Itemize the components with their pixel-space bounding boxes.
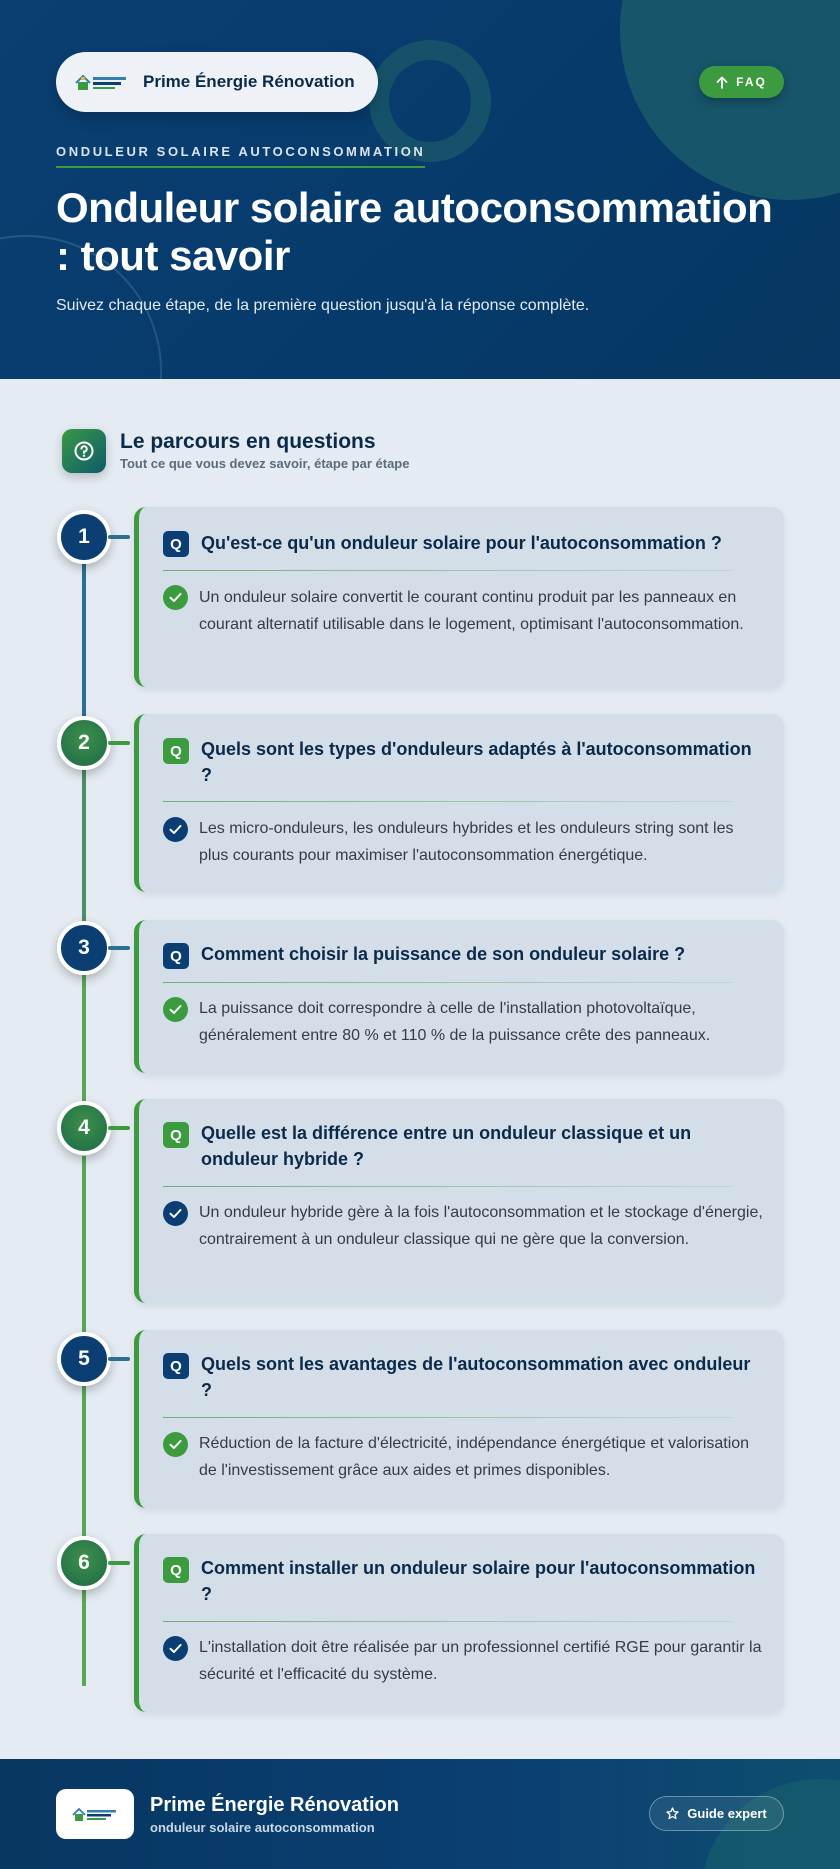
faq-question: Quelle est la différence entre un onduleur classique et un onduleur hybride ? — [201, 1123, 692, 1169]
question-circle-icon — [62, 429, 106, 473]
faq-card-2[interactable] — [134, 714, 784, 892]
hero-header — [0, 0, 840, 379]
faq-answer: Un onduleur solaire convertit le courant continu produit par les panneaux en courant alternatif utilisable dans le logement, optimisant l'autoconsommation. — [199, 589, 744, 633]
question-badge: Q — [163, 1353, 189, 1379]
step-number-4: 4 — [57, 1101, 111, 1155]
faq-answer: Un onduleur hybride gère à la fois l'autoconsommation et le stockage d'énergie, contrairement à un onduleur classique qui ne gère que la conversion. — [199, 1204, 763, 1248]
faq-button[interactable] — [699, 66, 784, 98]
timeline-connector — [108, 1357, 130, 1361]
section-title: Le parcours en questions — [120, 430, 376, 453]
section-subtitle: Tout ce que vous devez savoir, étape par étape — [120, 456, 410, 471]
step-number-5: 5 — [57, 1332, 111, 1386]
faq-button-label: FAQ — [736, 75, 767, 89]
faq-question: Quels sont les types d'onduleurs adaptés à l'autoconsommation ? — [201, 739, 752, 785]
step-number-3: 3 — [57, 921, 111, 975]
faq-answer: Réduction de la facture d'électricité, indépendance énergétique et valorisation de l'investissement grâce aux aides et primes disponibles. — [199, 1435, 750, 1479]
faq-answer: La puissance doit correspondre à celle de l'installation photovoltaïque, généralement entre 80 % et 110 % de la puissance crête des panneaux. — [199, 1000, 711, 1044]
divider — [163, 982, 733, 983]
divider — [163, 1621, 733, 1622]
footer-logo-icon[interactable] — [56, 1789, 134, 1839]
timeline-connector — [108, 1561, 130, 1565]
timeline-line — [82, 1156, 86, 1332]
arrow-up-icon — [716, 76, 728, 89]
step-number-2: 2 — [57, 716, 111, 770]
divider — [163, 1417, 733, 1418]
footer — [0, 1759, 840, 1869]
step-number-6: 6 — [57, 1536, 111, 1590]
timeline-connector — [108, 946, 130, 950]
divider — [163, 801, 733, 802]
page-title: Onduleur solaire autoconsommation : tout savoir — [56, 184, 773, 279]
faq-question: Comment installer un onduleur solaire pour l'autoconsommation ? — [201, 1558, 756, 1604]
checkmark-icon — [163, 1432, 188, 1457]
timeline-connector — [108, 1126, 130, 1130]
faq-answer: L'installation doit être réalisée par un professionnel certifié RGE pour garantir la sécurité et l'efficacité du système. — [199, 1639, 762, 1683]
divider — [163, 1186, 733, 1187]
checkmark-icon — [163, 817, 188, 842]
checkmark-icon — [163, 585, 188, 610]
faq-card-1[interactable] — [134, 507, 784, 687]
guide-expert-label: Guide expert — [687, 1806, 767, 1821]
question-badge: Q — [163, 1122, 189, 1148]
star-icon — [666, 1807, 679, 1820]
faq-card-3[interactable] — [134, 920, 784, 1073]
timeline-line — [82, 770, 86, 924]
question-badge: Q — [163, 531, 189, 557]
question-badge: Q — [163, 1557, 189, 1583]
eyebrow-label: ONDULEUR SOLAIRE AUTOCONSOMMATION — [56, 144, 425, 168]
house-logo-icon — [74, 67, 128, 97]
timeline-connector — [108, 741, 130, 745]
page-subtitle: Suivez chaque étape, de la première question jusqu'à la réponse complète. — [56, 297, 590, 314]
step-number-1: 1 — [57, 510, 111, 564]
divider — [163, 570, 733, 571]
faq-card-4[interactable] — [134, 1099, 784, 1303]
faq-question: Qu'est-ce qu'un onduleur solaire pour l'autoconsommation ? — [201, 533, 722, 553]
timeline-line — [82, 1590, 86, 1686]
faq-answer: Les micro-onduleurs, les onduleurs hybrides et les onduleurs string sont les plus courants pour maximiser l'autoconsommation énergétique. — [199, 820, 734, 864]
brand-name: Prime Énergie Rénovation — [143, 72, 355, 91]
timeline-connector — [108, 535, 130, 539]
question-badge: Q — [163, 738, 189, 764]
faq-question: Quels sont les avantages de l'autoconsommation avec onduleur ? — [201, 1354, 751, 1400]
timeline-line — [82, 563, 86, 717]
brand-logo-pill[interactable] — [56, 52, 378, 112]
faq-card-5[interactable] — [134, 1330, 784, 1508]
timeline-line — [82, 1386, 86, 1540]
footer-subtitle: onduleur solaire autoconsommation — [150, 1820, 375, 1835]
faq-question: Comment choisir la puissance de son onduleur solaire ? — [201, 944, 686, 964]
guide-expert-button[interactable] — [649, 1796, 784, 1831]
question-badge: Q — [163, 943, 189, 969]
footer-brand-name: Prime Énergie Rénovation — [150, 1794, 399, 1816]
decorative-circle — [620, 0, 840, 200]
timeline-line — [82, 975, 86, 1105]
checkmark-icon — [163, 1636, 188, 1661]
checkmark-icon — [163, 1201, 188, 1226]
checkmark-icon — [163, 997, 188, 1022]
faq-card-6[interactable] — [134, 1534, 784, 1712]
